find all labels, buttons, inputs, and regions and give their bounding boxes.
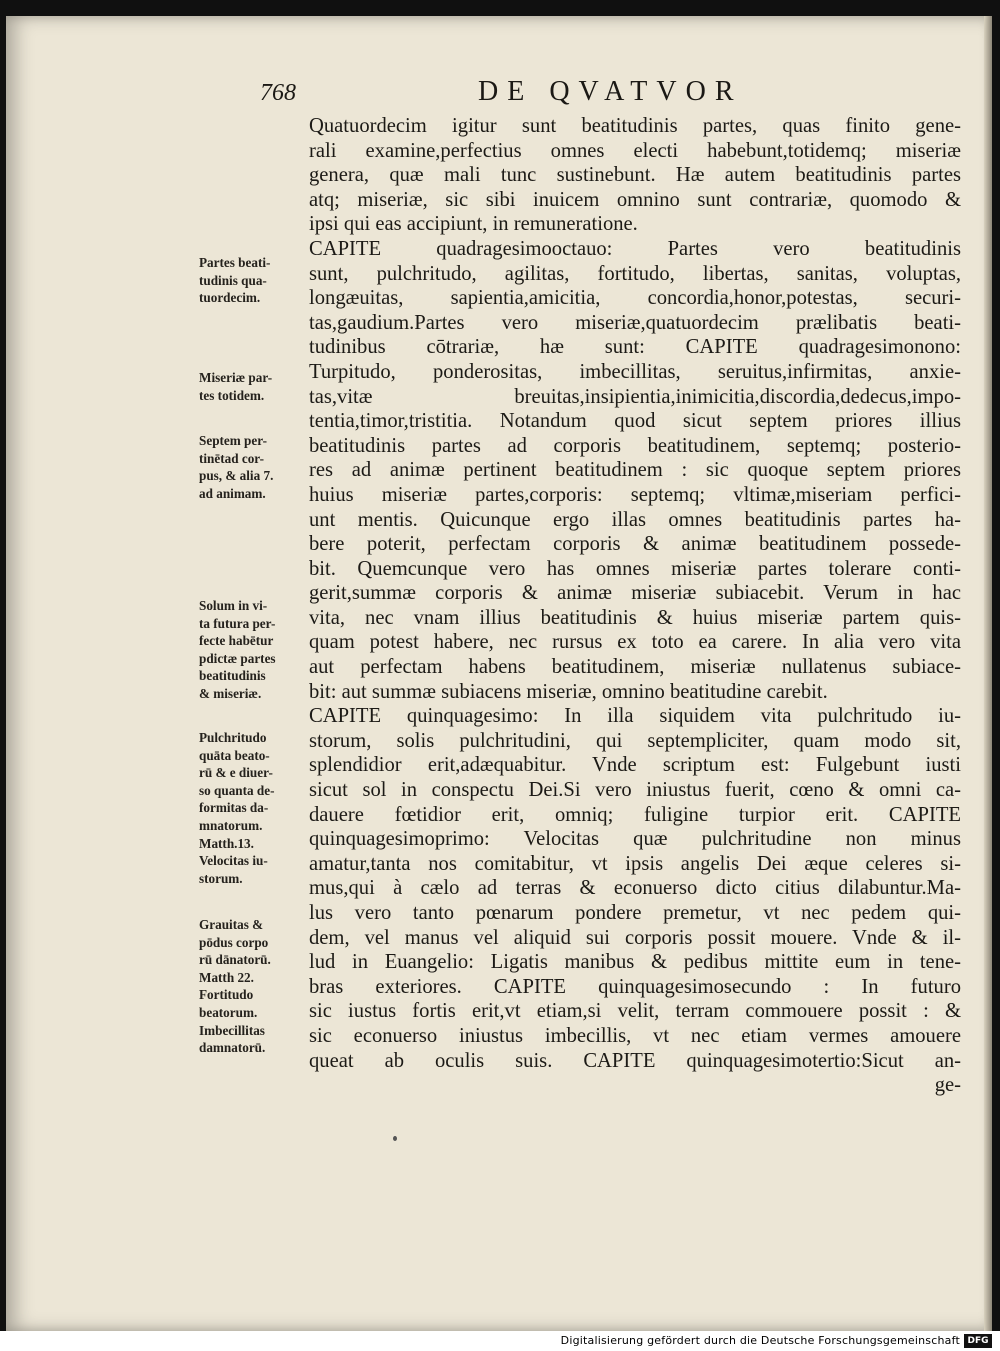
page-number: 768 xyxy=(260,80,296,106)
text-line: atq; miseriæ, sic sibi inuicem omnino sunt contrariæ, quomodo & xyxy=(309,188,961,211)
text-line: beatitudinis partes ad corporis beatitudinem, septemq; posterio- xyxy=(309,434,961,457)
text-line: bras exteriores. CAPITE quinquagesimosecundo : In futuro xyxy=(309,975,961,998)
text-line: bere poterit, perfectam corporis & animæ beatitudinem possede- xyxy=(309,533,961,556)
marginal-note-line: pdictæ partes xyxy=(199,650,276,666)
marginal-note-line: tes totidem. xyxy=(199,387,265,403)
digitization-footer xyxy=(0,1331,1000,1351)
text-line: huius miseriæ partes,corporis: septemq; vltimæ,miseriam perfici- xyxy=(309,483,961,506)
text-line: Turpitudo, ponderositas, imbecillitas, seruitus,infirmitas, anxie- xyxy=(309,360,961,383)
text-line: CAPITE quinquagesimo: In illa siquidem vita pulchritudo iu- xyxy=(309,705,961,728)
marginal-note-line: Matth 22. xyxy=(199,969,254,985)
main-text-column xyxy=(309,114,961,1098)
marginal-note-line: tudinis qua- xyxy=(199,272,267,288)
marginal-note-line: formitas da- xyxy=(199,800,269,816)
marginal-note xyxy=(199,254,303,307)
marginal-note-line: damnatorū. xyxy=(199,1040,266,1056)
marginal-note xyxy=(199,369,303,404)
marginal-note-line: beatorum. xyxy=(199,1004,258,1020)
running-title: DE QVATVOR xyxy=(478,76,743,107)
text-line: ipsi qui eas accipiunt, in remuneratione. xyxy=(309,213,638,236)
text-line: sicut sol in conspectu Dei.Si vero iniustus fuerit, cœno & omni ca- xyxy=(309,779,961,802)
text-line: dauere fœtidior erit, omniq; fuligine turpior erit. CAPITE xyxy=(309,803,961,826)
marginal-note-line: Miseriæ par- xyxy=(199,370,273,385)
marginal-note-line: ta futura per- xyxy=(199,615,276,631)
marginal-note-line: rū & e diuer- xyxy=(199,765,273,781)
text-line: lus vero tanto pœnarum pondere premetur, vt nec pedem qui- xyxy=(309,902,961,924)
text-line: tudinibus cōtrariæ, hæ sunt: CAPITE quadragesimonono: xyxy=(309,336,961,359)
marginal-note-line: Partes beati- xyxy=(199,255,271,270)
marginal-note-line: fecte habētur xyxy=(199,633,274,649)
text-line: unt mentis. Quicunque ergo illas omnes beatitudinis partes ha- xyxy=(309,508,961,531)
marginal-note-line: Velocitas iu- xyxy=(199,853,268,869)
marginal-note-line: mnatorum. xyxy=(199,817,263,833)
text-line: tas,vitæ breuitas,insipientia,inimicitia,discordia,dedecus,impo- xyxy=(309,385,961,408)
marginal-note-line: Septem per- xyxy=(199,433,267,448)
marginal-note xyxy=(199,597,303,703)
marginal-note-line: pus, & alia 7. xyxy=(199,468,274,484)
marginal-note-line: rū dānatorū. xyxy=(199,952,271,968)
marginal-note-line: tuordecim. xyxy=(199,290,261,306)
text-line: amatur,tanta nos comitabitur, vt ipsis angelis Dei æque celeres si- xyxy=(309,852,961,875)
text-line: longæuitas, sapientia,amicitia, concordia,honor,potestas, securi- xyxy=(309,287,961,310)
page-edge xyxy=(984,16,992,1331)
marginal-note xyxy=(199,729,303,887)
text-line: aut perfectam habens beatitudinem, miseriæ nullatenus subiace- xyxy=(309,656,961,679)
marginal-note-line: quāta beato- xyxy=(199,747,270,763)
marginal-note-line: & miseriæ. xyxy=(199,685,262,701)
text-line: dem, vel manus vel aliquid sui corporis possit mouere. Vnde & il- xyxy=(309,926,961,949)
marginal-note xyxy=(199,432,303,502)
text-line: splendidior erit,adæquabitur. Vnde scriptum est: Fulgebunt iusti xyxy=(309,754,961,777)
marginal-note-line: Grauitas & xyxy=(199,917,264,932)
text-line: tas,gaudium.Partes vero miseriæ,quatuordecim prælibatis beati- xyxy=(309,311,961,334)
marginal-note-line: Imbecillitas xyxy=(199,1022,265,1038)
text-line: lud in Euangelio: Ligatis manibus & pedibus mittite eum in tene- xyxy=(309,951,961,974)
funding-credit: Digitalisierung gefördert durch die Deutsche Forschungsgemeinschaft xyxy=(560,1334,960,1347)
page-header xyxy=(250,70,970,110)
text-line: rali examine,perfectius omnes electi habebunt,totidemq; miseriæ xyxy=(309,139,961,162)
marginal-note-line: so quanta de- xyxy=(199,782,275,798)
marginal-note-line: tinētad cor- xyxy=(199,450,265,466)
text-line: genera, quæ mali tunc sustinebunt. Hæ autem beatitudinis partes xyxy=(309,164,961,187)
marginal-note-line: ad animam. xyxy=(199,485,266,501)
text-line: quam potest habere, nec rursus ex toto ea carere. In alia vero vita xyxy=(309,631,961,654)
text-line: vita, nec vnam illius beatitudinis & huius miseriæ partem quis- xyxy=(309,606,961,629)
text-line: storum, solis pulchritudini, qui septempliciter, quam modo sit, xyxy=(309,729,961,752)
text-line: res ad animæ pertinent beatitudinem : sic quoque septem priores xyxy=(309,459,961,482)
dfg-logo: DFG xyxy=(964,1334,992,1348)
text-line: Quatuordecim igitur sunt beatitudinis partes, quas finito gene- xyxy=(309,115,961,137)
marginal-note-line: Solum in vi- xyxy=(199,598,268,613)
text-line: queat ab oculis suis. CAPITE quinquagesimotertio:Sicut an- xyxy=(309,1049,961,1072)
text-line: sic econuerso iniustus imbecillis, vt nec etiam vermes amouere xyxy=(309,1024,961,1047)
marginal-note-line: storum. xyxy=(199,870,243,886)
text-line: CAPITE quadragesimooctauo: Partes vero beatitudinis xyxy=(309,237,961,260)
text-line: mus,qui à cælo ad terras & econuerso dicto citius dilabuntur.Ma- xyxy=(309,877,961,900)
marginal-note-line: pōdus corpo xyxy=(199,934,269,950)
marginal-note-line: beatitudinis xyxy=(199,668,266,684)
marginal-note-line: Matth.13. xyxy=(199,835,254,851)
ink-speck xyxy=(393,1136,397,1141)
text-line: bit: aut summæ subiacens miseriæ, omnino beatitudine carebit. xyxy=(309,680,828,703)
marginal-note xyxy=(199,916,303,1057)
text-line: sic iustus fortis erit,vt etiam,si velit, terram commouere possit : & xyxy=(309,1000,961,1023)
text-line: sunt, pulchritudo, agilitas, fortitudo, libertas, sanitas, voluptas, xyxy=(309,262,961,285)
text-line: gerit,summæ corporis & animæ miseriæ subiacebit. Verum in hac xyxy=(309,582,961,605)
text-line: ge- xyxy=(934,1074,961,1097)
marginal-note-line: Fortitudo xyxy=(199,987,254,1003)
marginal-note-line: Pulchritudo xyxy=(199,730,267,745)
text-line: tentia,timor,tristitia. Notandum quod sicut septem priores illius xyxy=(309,410,961,433)
text-line: bit. Quemcunque vero has omnes miseriæ partes tolerare conti- xyxy=(309,557,961,580)
text-line: quinquagesimoprimo: Velocitas quæ pulchritudine non minus xyxy=(309,828,961,851)
